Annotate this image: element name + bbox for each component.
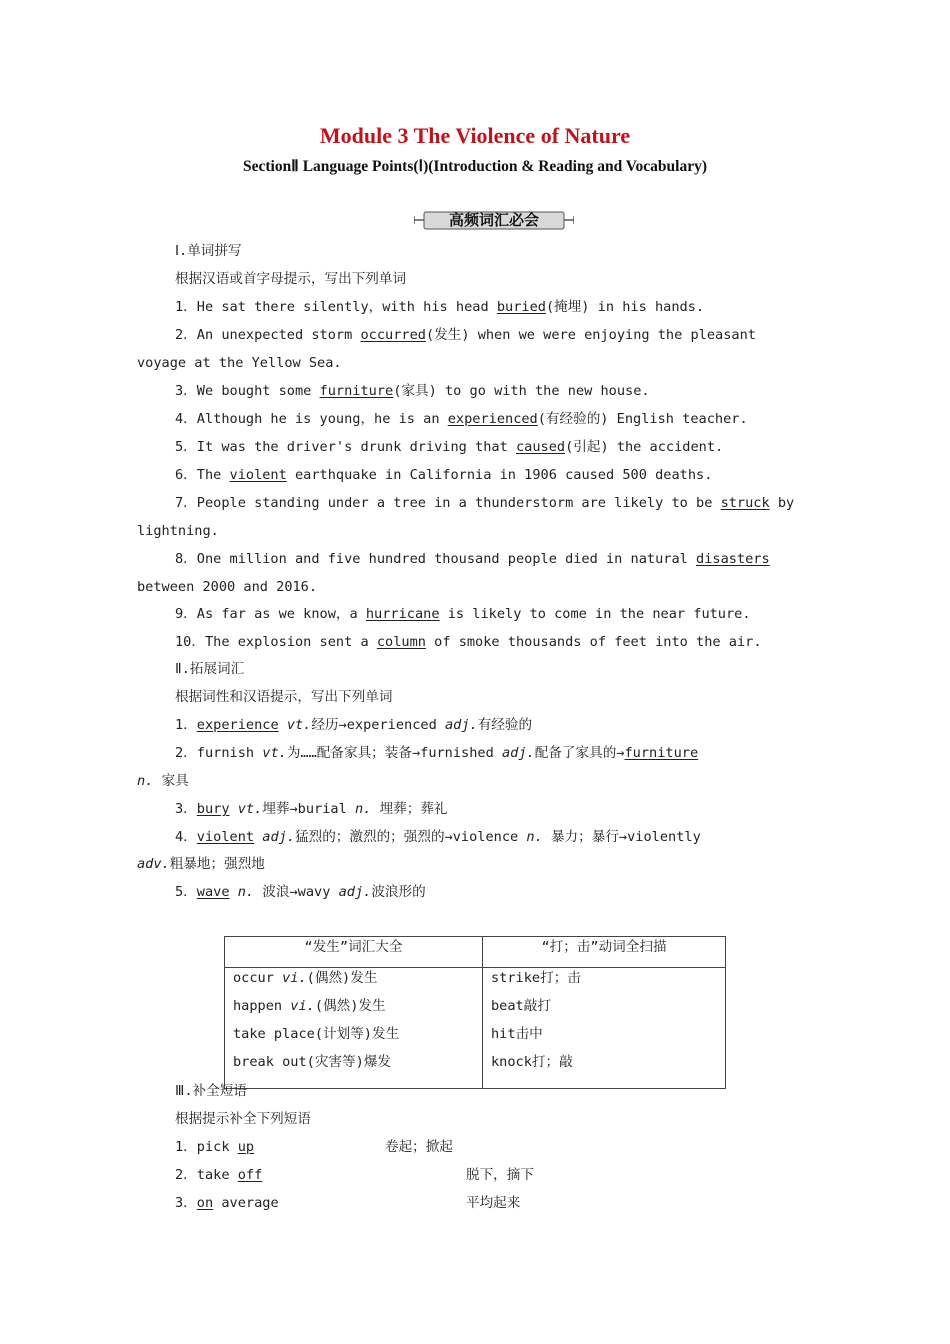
part1-item-5: 5．It was the driver's drunk driving that caused(引起) the accident. xyxy=(175,439,724,455)
part1-item-6: 6．The violent earthquake in California in 1906 caused 500 deaths. xyxy=(175,467,713,483)
table-row: break out(灾害等)爆发 xyxy=(233,1054,392,1070)
part3-item-3-meaning: 平均起来 xyxy=(466,1195,521,1211)
part1-item-1: 1．He sat there silently，with his head buried(掩埋) in his hands. xyxy=(175,299,705,315)
answer: violent xyxy=(196,829,255,845)
part3-heading: Ⅲ.补全短语 xyxy=(175,1083,247,1099)
answer: occurred xyxy=(360,327,426,343)
table-header-occur: “发生”词汇大全 xyxy=(225,937,483,968)
answer: bury xyxy=(196,801,230,817)
answer: caused xyxy=(515,439,566,455)
part2-instruction: 根据词性和汉语提示，写出下列单词 xyxy=(175,689,393,705)
table-row: take place(计划等)发生 xyxy=(233,1026,400,1042)
table-row: strike打；击 xyxy=(491,970,581,986)
part2-item-1: 1．experience vt.经历→experienced adj.有经验的 xyxy=(175,717,533,733)
part2-heading: Ⅱ.拓展词汇 xyxy=(175,661,245,677)
section-subtitle: SectionⅡ Language Points(Ⅰ)(Introduction & Reading and Vocabulary) xyxy=(242,158,708,175)
part1-item-10: 10．The explosion sent a column of smoke thousands of feet into the air. xyxy=(175,634,762,650)
answer: column xyxy=(376,634,426,650)
answer: experienced xyxy=(447,411,538,427)
vocab-table xyxy=(224,936,726,1089)
answer: buried xyxy=(496,299,546,315)
part2-item-5: 5．wave n. 波浪→wavy adj.波浪形的 xyxy=(175,884,426,900)
part2-item-4: 4．violent adj.猛烈的；激烈的；强烈的→violence n. 暴力；暴行→violently xyxy=(175,829,701,845)
part3-item-1: 1．pick up xyxy=(175,1139,255,1155)
part2-item-2: 2．furnish vt.为……配备家具；装备→furnished adj.配备了家具的→furniture xyxy=(175,745,699,761)
part1-item-7-cont: lightning. xyxy=(137,523,219,539)
answer: disasters xyxy=(696,551,770,567)
part3-item-2-meaning: 脱下，摘下 xyxy=(466,1167,534,1183)
part1-item-8: 8．One million and five hundred thousand people died in natural disasters xyxy=(175,551,770,567)
answer: experience xyxy=(196,717,279,733)
part1-item-2: 2．An unexpected storm occurred(发生) when we were enjoying the pleasant xyxy=(175,327,756,343)
answer: violent xyxy=(229,467,287,483)
part1-item-8-cont: between 2000 and 2016. xyxy=(137,579,318,595)
part1-instruction: 根据汉语或首字母提示，写出下列单词 xyxy=(175,271,407,287)
part1-item-7: 7．People standing under a tree in a thunderstorm are likely to be struck by xyxy=(175,495,795,511)
banner-text: 高频词汇必会 xyxy=(448,211,539,229)
table-cell-occur xyxy=(225,968,483,1089)
part2-item-3: 3．bury vt.埋葬→burial n. 埋葬；葬礼 xyxy=(175,801,448,817)
part1-item-9: 9．As far as we know，a hurricane is likely to come in the near future. xyxy=(175,606,751,622)
answer: furniture xyxy=(624,745,699,761)
answer: up xyxy=(237,1139,255,1155)
answer: on xyxy=(196,1195,214,1211)
section-banner xyxy=(414,207,574,233)
answer: furniture xyxy=(319,383,394,399)
answer: struck xyxy=(720,495,770,511)
part3-instruction: 根据提示补全下列短语 xyxy=(175,1111,311,1127)
part1-heading: Ⅰ.单词拼写 xyxy=(175,243,242,259)
table-row: knock打；敲 xyxy=(491,1054,573,1070)
table-header-strike: “打；击”动词全扫描 xyxy=(483,937,726,968)
table-row: happen vi.(偶然)发生 xyxy=(233,998,386,1014)
part1-item-2-cont: voyage at the Yellow Sea. xyxy=(137,355,342,371)
table-row: occur vi.(偶然)发生 xyxy=(233,970,378,986)
answer: wave xyxy=(196,884,230,900)
table-cell-strike xyxy=(483,968,726,1089)
part2-item-4-cont: adv.粗暴地；强烈地 xyxy=(137,856,265,872)
part3-item-2: 2．take off xyxy=(175,1167,263,1183)
part1-item-4: 4．Although he is young，he is an experienced(有经验的) English teacher. xyxy=(175,411,748,427)
part1-item-3: 3．We bought some furniture(家具) to go with the new house. xyxy=(175,383,650,399)
answer: off xyxy=(237,1167,263,1183)
table-row: beat敲打 xyxy=(491,998,551,1014)
part3-item-3: 3．on average xyxy=(175,1195,279,1211)
part3-item-1-meaning: 卷起；掀起 xyxy=(385,1139,453,1155)
answer: hurricane xyxy=(365,606,440,622)
module-title: Module 3 The Violence of Nature xyxy=(319,123,631,148)
part2-item-2-cont: n. 家具 xyxy=(137,773,189,789)
table-row: hit击中 xyxy=(491,1026,543,1042)
